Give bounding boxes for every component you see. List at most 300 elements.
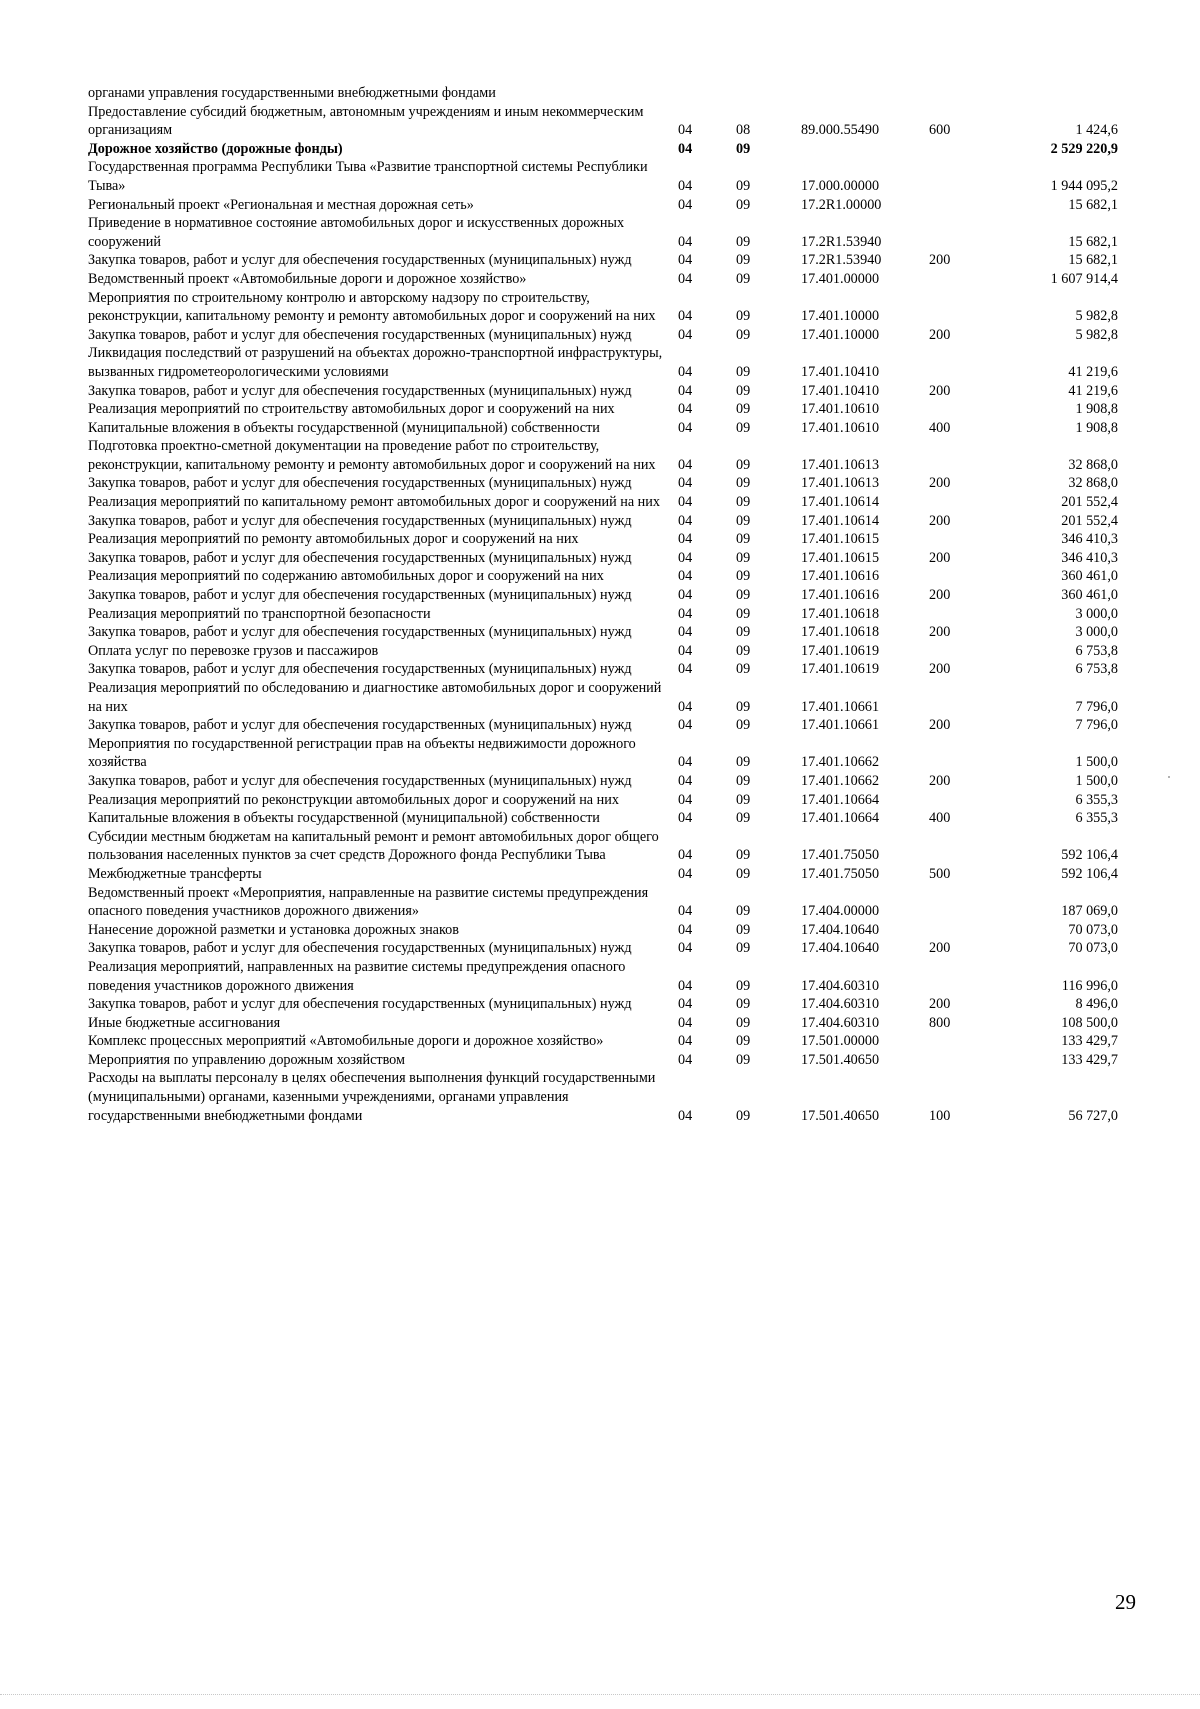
row-amount: 32 868,0 — [1068, 475, 1118, 492]
row-section-code: 04 — [678, 177, 693, 194]
row-subsection-code: 09 — [736, 1033, 751, 1050]
table-row — [88, 772, 1118, 791]
row-amount: 592 106,4 — [1061, 847, 1118, 864]
table-row — [88, 735, 1118, 772]
table-row — [88, 865, 1118, 884]
row-expense-type — [929, 958, 1000, 995]
row-section-code: 04 — [678, 196, 693, 213]
row-expense-type — [929, 158, 1000, 195]
row-section-code: 04 — [678, 1033, 693, 1050]
row-target-article — [801, 84, 929, 103]
row-target-article: 17.401.10614 — [801, 494, 880, 511]
table-row — [88, 289, 1118, 326]
row-name: Приведение в нормативное состояние автомобильных дорог и искусственных дорожных сооружений — [88, 215, 625, 250]
row-name: Субсидии местным бюджетам на капитальный ремонт и ремонт автомобильных дорог общего пользования населенных пунктов за счет средств Дорожного фонда Республики Тыва — [88, 828, 659, 864]
row-expense-type — [929, 344, 1000, 381]
row-target-article: 17.401.10619 — [801, 661, 880, 678]
row-target-article: 17.404.60310 — [801, 977, 880, 994]
table-row — [88, 512, 1118, 531]
row-amount: 1 944 095,2 — [1050, 177, 1118, 194]
row-target-article: 17.401.10616 — [801, 587, 880, 604]
scan-speck — [1168, 776, 1170, 778]
row-name: Закупка товаров, работ и услуг для обеспечения государственных (муниципальных) нужд — [88, 382, 632, 399]
row-target-article: 17.501.00000 — [801, 1033, 880, 1050]
row-name: Закупка товаров, работ и услуг для обеспечения государственных (муниципальных) нужд — [88, 772, 632, 789]
row-subsection-code: 09 — [736, 977, 751, 994]
row-target-article: 17.401.10614 — [801, 512, 880, 529]
row-expense-type — [929, 270, 1000, 289]
row-name: органами управления государственными внебюджетными фондами — [88, 85, 496, 101]
page-number: 29 — [1115, 1590, 1136, 1614]
table-row — [88, 1069, 1118, 1125]
row-expense-type: 800 — [929, 1014, 951, 1031]
row-section-code: 04 — [678, 772, 693, 789]
row-target-article: 17.401.10618 — [801, 624, 880, 641]
row-subsection-code: 09 — [736, 326, 751, 343]
row-expense-type: 200 — [929, 549, 951, 566]
row-section-code: 04 — [678, 456, 693, 473]
row-target-article: 17.401.10664 — [801, 791, 880, 808]
row-expense-type — [929, 735, 1000, 772]
table-row — [88, 809, 1118, 828]
row-expense-type — [929, 1032, 1000, 1051]
row-name: Реализация мероприятий по строительству автомобильных дорог и сооружений на них — [88, 401, 615, 418]
row-section-code: 04 — [678, 903, 693, 920]
row-target-article: 17.2R1.53940 — [801, 233, 882, 250]
row-target-article: 17.401.10613 — [801, 475, 880, 492]
row-subsection-code: 09 — [736, 847, 751, 864]
row-target-article: 17.404.00000 — [801, 903, 880, 920]
row-amount: 360 461,0 — [1061, 568, 1118, 585]
row-name: Иные бюджетные ассигнования — [88, 1014, 281, 1031]
row-subsection-code: 09 — [736, 661, 751, 678]
row-section-code: 04 — [678, 605, 693, 622]
row-name: Подготовка проектно-сметной документации на проведение работ по строительству, реконструкции, капитальному ремонту и ремонту автомобильных дорог и сооружений на них — [88, 438, 656, 473]
row-section-code: 04 — [678, 494, 693, 511]
row-expense-type: 200 — [929, 717, 951, 734]
row-amount: 1 424,6 — [1075, 122, 1118, 139]
row-target-article: 17.401.10410 — [801, 363, 880, 380]
table-row — [88, 828, 1118, 865]
row-target-article: 17.404.10640 — [801, 940, 880, 957]
row-section-code: 04 — [678, 122, 693, 139]
row-name: Реализация мероприятий по транспортной безопасности — [88, 605, 431, 622]
row-amount: 6 753,8 — [1075, 661, 1118, 678]
row-target-article: 17.404.60310 — [801, 1014, 880, 1031]
row-section-code: 04 — [678, 1107, 693, 1124]
row-section-code: 04 — [678, 791, 693, 808]
row-target-article: 17.404.10640 — [801, 921, 880, 938]
table-row — [88, 400, 1118, 419]
row-subsection-code: 09 — [736, 233, 751, 250]
row-section-code: 04 — [678, 717, 693, 734]
row-target-article: 17.501.40650 — [801, 1107, 880, 1124]
row-target-article: 17.401.10615 — [801, 531, 880, 548]
row-subsection-code: 09 — [736, 456, 751, 473]
table-row — [88, 939, 1118, 958]
table-row — [88, 660, 1118, 679]
row-subsection-code: 09 — [736, 903, 751, 920]
row-target-article: 89.000.55490 — [801, 122, 880, 139]
table-row — [88, 995, 1118, 1014]
table-row — [88, 437, 1118, 474]
row-expense-type — [929, 567, 1000, 586]
row-section-code: 04 — [678, 810, 693, 827]
row-name: Реализация мероприятий по обследованию и диагностике автомобильных дорог и сооружений на них — [88, 680, 662, 715]
row-amount: 15 682,1 — [1068, 233, 1118, 250]
row-expense-type: 200 — [929, 475, 951, 492]
row-amount: 1 908,8 — [1075, 419, 1118, 436]
row-name: Закупка товаров, работ и услуг для обеспечения государственных (муниципальных) нужд — [88, 996, 632, 1013]
row-section-code: 04 — [678, 531, 693, 548]
row-amount: 1 607 914,4 — [1050, 270, 1118, 287]
row-amount: 5 982,8 — [1075, 326, 1118, 343]
row-expense-type — [929, 605, 1000, 624]
row-amount: 1 908,8 — [1075, 401, 1118, 418]
budget-table-body — [88, 84, 1118, 1125]
row-amount: 346 410,3 — [1061, 531, 1118, 548]
table-row — [88, 679, 1118, 716]
table-row — [88, 605, 1118, 624]
row-target-article: 17.401.10000 — [801, 326, 880, 343]
row-amount: 3 000,0 — [1075, 605, 1118, 622]
row-name: Капитальные вложения в объекты государственной (муниципальной) собственности — [88, 810, 600, 827]
table-row — [88, 567, 1118, 586]
table-row — [88, 493, 1118, 512]
row-section-code: 04 — [678, 661, 693, 678]
row-target-article: 17.501.40650 — [801, 1051, 880, 1068]
row-amount: 32 868,0 — [1068, 456, 1118, 473]
row-subsection-code: 09 — [736, 270, 751, 287]
row-expense-type: 200 — [929, 512, 951, 529]
row-name: Реализация мероприятий по реконструкции автомобильных дорог и сооружений на них — [88, 791, 619, 808]
table-row — [88, 642, 1118, 661]
row-subsection-code: 09 — [736, 624, 751, 641]
row-section-code: 04 — [678, 568, 693, 585]
row-amount: 15 682,1 — [1068, 252, 1118, 269]
row-section-code: 04 — [678, 624, 693, 641]
row-section-code: 04 — [678, 140, 693, 157]
row-expense-type: 100 — [929, 1107, 951, 1124]
table-row — [88, 958, 1118, 995]
row-name: Ведомственный проект «Автомобильные дороги и дорожное хозяйство» — [88, 270, 527, 287]
row-name: Ликвидация последствий от разрушений на объектах дорожно-транспортной инфраструктуры, вызванных гидрометеорологическими условиями — [88, 345, 663, 380]
row-section-code: 04 — [678, 977, 693, 994]
row-target-article: 17.404.60310 — [801, 996, 880, 1013]
row-expense-type — [929, 679, 1000, 716]
row-target-article: 17.401.10661 — [801, 698, 880, 715]
row-target-article: 17.401.10662 — [801, 754, 880, 771]
page-body — [88, 84, 1118, 1125]
row-subsection-code: 09 — [736, 568, 751, 585]
table-row — [88, 716, 1118, 735]
row-amount: 6 355,3 — [1075, 810, 1118, 827]
row-subsection-code: 09 — [736, 252, 751, 269]
row-amount: 70 073,0 — [1068, 940, 1118, 957]
row-target-article: 17.2R1.00000 — [801, 196, 882, 213]
row-name: Реализация мероприятий по содержанию автомобильных дорог и сооружений на них — [88, 568, 604, 585]
row-section-code: 04 — [678, 326, 693, 343]
row-amount: 15 682,1 — [1068, 196, 1118, 213]
row-target-article: 17.401.10661 — [801, 717, 880, 734]
row-subsection-code: 09 — [736, 549, 751, 566]
row-target-article: 17.401.10618 — [801, 605, 880, 622]
scan-edge — [0, 1694, 1200, 1695]
row-name: Закупка товаров, работ и услуг для обеспечения государственных (муниципальных) нужд — [88, 512, 632, 529]
row-section-code — [678, 84, 736, 103]
row-expense-type — [929, 921, 1000, 940]
row-subsection-code: 09 — [736, 401, 751, 418]
table-row — [88, 84, 1118, 103]
row-expense-type: 200 — [929, 587, 951, 604]
row-subsection-code: 09 — [736, 791, 751, 808]
row-expense-type: 200 — [929, 624, 951, 641]
row-name: Дорожное хозяйство (дорожные фонды) — [88, 140, 343, 157]
row-expense-type — [929, 214, 1000, 251]
row-target-article — [801, 140, 929, 159]
row-name: Закупка товаров, работ и услуг для обеспечения государственных (муниципальных) нужд — [88, 940, 632, 957]
table-row — [88, 549, 1118, 568]
row-expense-type: 500 — [929, 865, 951, 882]
row-expense-type: 200 — [929, 382, 951, 399]
row-target-article: 17.401.75050 — [801, 847, 880, 864]
table-row — [88, 623, 1118, 642]
row-expense-type: 400 — [929, 810, 951, 827]
row-amount: 133 429,7 — [1061, 1033, 1118, 1050]
row-target-article: 17.401.10664 — [801, 810, 880, 827]
row-target-article: 17.401.10615 — [801, 549, 880, 566]
row-name: Реализация мероприятий по ремонту автомобильных дорог и сооружений на них — [88, 531, 579, 548]
row-amount: 3 000,0 — [1075, 624, 1118, 641]
row-section-code: 04 — [678, 940, 693, 957]
row-amount — [1000, 84, 1118, 103]
row-name: Мероприятия по управлению дорожным хозяйством — [88, 1051, 405, 1068]
row-amount: 201 552,4 — [1061, 494, 1118, 511]
table-row — [88, 140, 1118, 159]
row-subsection-code: 09 — [736, 1051, 751, 1068]
row-amount: 5 982,8 — [1075, 308, 1118, 325]
row-name: Комплекс процессных мероприятий «Автомобильные дороги и дорожное хозяйство» — [88, 1033, 604, 1050]
row-amount: 6 355,3 — [1075, 791, 1118, 808]
row-subsection-code: 09 — [736, 642, 751, 659]
row-name: Межбюджетные трансферты — [88, 865, 262, 882]
row-subsection-code: 09 — [736, 940, 751, 957]
table-row — [88, 158, 1118, 195]
row-amount: 1 500,0 — [1075, 772, 1118, 789]
row-section-code: 04 — [678, 865, 693, 882]
row-name: Предоставление субсидий бюджетным, автономным учреждениям и иным некоммерческим организациям — [88, 103, 644, 139]
row-name: Капитальные вложения в объекты государственной (муниципальной) собственности — [88, 419, 600, 436]
row-amount: 116 996,0 — [1061, 977, 1118, 994]
row-subsection-code: 09 — [736, 512, 751, 529]
table-row — [88, 530, 1118, 549]
row-section-code: 04 — [678, 587, 693, 604]
row-expense-type: 200 — [929, 326, 951, 343]
row-section-code: 04 — [678, 419, 693, 436]
row-target-article: 17.401.10619 — [801, 642, 880, 659]
row-name: Государственная программа Республики Тыва «Развитие транспортной системы Республики Тыва» — [88, 159, 648, 194]
row-name: Закупка товаров, работ и услуг для обеспечения государственных (муниципальных) нужд — [88, 717, 632, 734]
row-subsection-code: 09 — [736, 717, 751, 734]
table-row — [88, 270, 1118, 289]
row-section-code: 04 — [678, 270, 693, 287]
row-amount: 346 410,3 — [1061, 549, 1118, 566]
row-amount: 133 429,7 — [1061, 1051, 1118, 1068]
row-amount: 592 106,4 — [1061, 865, 1118, 882]
row-name: Реализация мероприятий по капитальному ремонт автомобильных дорог и сооружений на них — [88, 494, 660, 511]
table-row — [88, 326, 1118, 345]
row-section-code: 04 — [678, 401, 693, 418]
row-subsection-code: 09 — [736, 605, 751, 622]
row-name: Закупка товаров, работ и услуг для обеспечения государственных (муниципальных) нужд — [88, 252, 632, 269]
row-subsection-code: 09 — [736, 196, 751, 213]
row-target-article: 17.401.10000 — [801, 308, 880, 325]
row-subsection-code: 09 — [736, 419, 751, 436]
row-amount: 41 219,6 — [1068, 382, 1118, 399]
row-target-article: 17.401.00000 — [801, 270, 880, 287]
budget-table — [88, 84, 1118, 1125]
row-target-article: 17.401.75050 — [801, 865, 880, 882]
row-subsection-code: 09 — [736, 921, 751, 938]
row-name: Ведомственный проект «Мероприятия, направленные на развитие системы предупреждения опасного поведения участников дорожного движения» — [88, 884, 649, 920]
row-section-code: 04 — [678, 308, 693, 325]
row-expense-type — [929, 400, 1000, 419]
row-subsection-code: 09 — [736, 308, 751, 325]
table-row — [88, 1051, 1118, 1070]
row-expense-type — [929, 84, 1000, 103]
row-subsection-code: 09 — [736, 754, 751, 771]
row-expense-type: 400 — [929, 419, 951, 436]
row-expense-type — [929, 791, 1000, 810]
row-subsection-code: 09 — [736, 475, 751, 492]
row-subsection-code: 09 — [736, 363, 751, 380]
row-expense-type: 200 — [929, 661, 951, 678]
row-expense-type: 200 — [929, 996, 951, 1013]
row-amount: 70 073,0 — [1068, 921, 1118, 938]
table-row — [88, 419, 1118, 438]
table-row — [88, 214, 1118, 251]
table-row — [88, 921, 1118, 940]
row-amount: 8 496,0 — [1075, 996, 1118, 1013]
table-row — [88, 344, 1118, 381]
table-row — [88, 791, 1118, 810]
row-name: Расходы на выплаты персоналу в целях обеспечения выполнения функций государственными (муниципальными) органами, казенными учреждениями, органами управления государственными внебюджетными фондами — [88, 1070, 656, 1124]
row-name: Нанесение дорожной разметки и установка дорожных знаков — [88, 921, 459, 938]
row-section-code: 04 — [678, 996, 693, 1013]
row-expense-type — [929, 1051, 1000, 1070]
row-target-article: 17.401.10610 — [801, 419, 880, 436]
row-section-code: 04 — [678, 921, 693, 938]
row-name: Реализация мероприятий, направленных на развитие системы предупреждения опасного поведения участников дорожного движения — [88, 958, 626, 994]
row-section-code: 04 — [678, 1051, 693, 1068]
row-expense-type — [929, 289, 1000, 326]
row-target-article: 17.000.00000 — [801, 177, 880, 194]
row-name: Мероприятия по государственной регистрации прав на объекты недвижимости дорожного хозяйства — [88, 735, 636, 771]
row-subsection-code: 09 — [736, 698, 751, 715]
row-expense-type — [929, 884, 1000, 921]
table-row — [88, 1014, 1118, 1033]
row-expense-type — [929, 437, 1000, 474]
row-amount: 7 796,0 — [1075, 717, 1118, 734]
row-section-code: 04 — [678, 475, 693, 492]
row-amount: 56 727,0 — [1068, 1107, 1118, 1124]
table-row — [88, 196, 1118, 215]
row-amount: 360 461,0 — [1061, 587, 1118, 604]
row-subsection-code: 08 — [736, 122, 751, 139]
row-section-code: 04 — [678, 847, 693, 864]
row-amount: 201 552,4 — [1061, 512, 1118, 529]
row-amount: 187 069,0 — [1061, 903, 1118, 920]
row-target-article: 17.2R1.53940 — [801, 252, 882, 269]
row-name: Закупка товаров, работ и услуг для обеспечения государственных (муниципальных) нужд — [88, 587, 632, 604]
row-name: Закупка товаров, работ и услуг для обеспечения государственных (муниципальных) нужд — [88, 326, 632, 343]
row-subsection-code: 09 — [736, 531, 751, 548]
table-row — [88, 103, 1118, 140]
row-expense-type: 200 — [929, 252, 951, 269]
row-expense-type: 200 — [929, 772, 951, 789]
row-name: Мероприятия по строительному контролю и авторскому надзору по строительству, реконструкции, капитальному ремонту и ремонту автомобильных дорог и сооружений на них — [88, 289, 656, 325]
row-subsection-code: 09 — [736, 494, 751, 511]
row-target-article: 17.401.10613 — [801, 456, 880, 473]
row-expense-type — [929, 493, 1000, 512]
row-target-article: 17.401.10410 — [801, 382, 880, 399]
row-amount: 7 796,0 — [1075, 698, 1118, 715]
row-amount: 2 529 220,9 — [1050, 140, 1118, 157]
row-subsection-code: 09 — [736, 810, 751, 827]
row-expense-type — [929, 196, 1000, 215]
row-name: Закупка товаров, работ и услуг для обеспечения государственных (муниципальных) нужд — [88, 661, 632, 678]
table-row — [88, 586, 1118, 605]
row-target-article: 17.401.10616 — [801, 568, 880, 585]
row-subsection-code: 09 — [736, 587, 751, 604]
row-subsection-code: 09 — [736, 140, 751, 157]
row-subsection-code: 09 — [736, 996, 751, 1013]
row-subsection-code: 09 — [736, 382, 751, 399]
row-subsection-code: 09 — [736, 1107, 751, 1124]
row-name: Оплата услуг по перевозке грузов и пассажиров — [88, 642, 379, 659]
row-amount: 41 219,6 — [1068, 363, 1118, 380]
row-amount: 1 500,0 — [1075, 754, 1118, 771]
row-expense-type: 600 — [929, 122, 951, 139]
table-row — [88, 382, 1118, 401]
row-section-code: 04 — [678, 512, 693, 529]
row-subsection-code: 09 — [736, 1014, 751, 1031]
table-row — [88, 1032, 1118, 1051]
row-name: Закупка товаров, работ и услуг для обеспечения государственных (муниципальных) нужд — [88, 475, 632, 492]
row-expense-type — [929, 642, 1000, 661]
row-section-code: 04 — [678, 754, 693, 771]
row-section-code: 04 — [678, 642, 693, 659]
table-row — [88, 251, 1118, 270]
row-target-article: 17.401.10610 — [801, 401, 880, 418]
row-expense-type: 200 — [929, 940, 951, 957]
row-section-code: 04 — [678, 233, 693, 250]
row-section-code: 04 — [678, 382, 693, 399]
row-section-code: 04 — [678, 549, 693, 566]
row-expense-type — [929, 828, 1000, 865]
row-expense-type — [929, 530, 1000, 549]
row-section-code: 04 — [678, 698, 693, 715]
row-section-code: 04 — [678, 1014, 693, 1031]
row-amount: 6 753,8 — [1075, 642, 1118, 659]
table-row — [88, 474, 1118, 493]
row-subsection-code: 09 — [736, 772, 751, 789]
row-name: Закупка товаров, работ и услуг для обеспечения государственных (муниципальных) нужд — [88, 549, 632, 566]
row-subsection-code: 09 — [736, 865, 751, 882]
row-subsection-code — [736, 84, 801, 103]
row-name: Региональный проект «Региональная и местная дорожная сеть» — [88, 196, 474, 213]
row-target-article: 17.401.10662 — [801, 772, 880, 789]
